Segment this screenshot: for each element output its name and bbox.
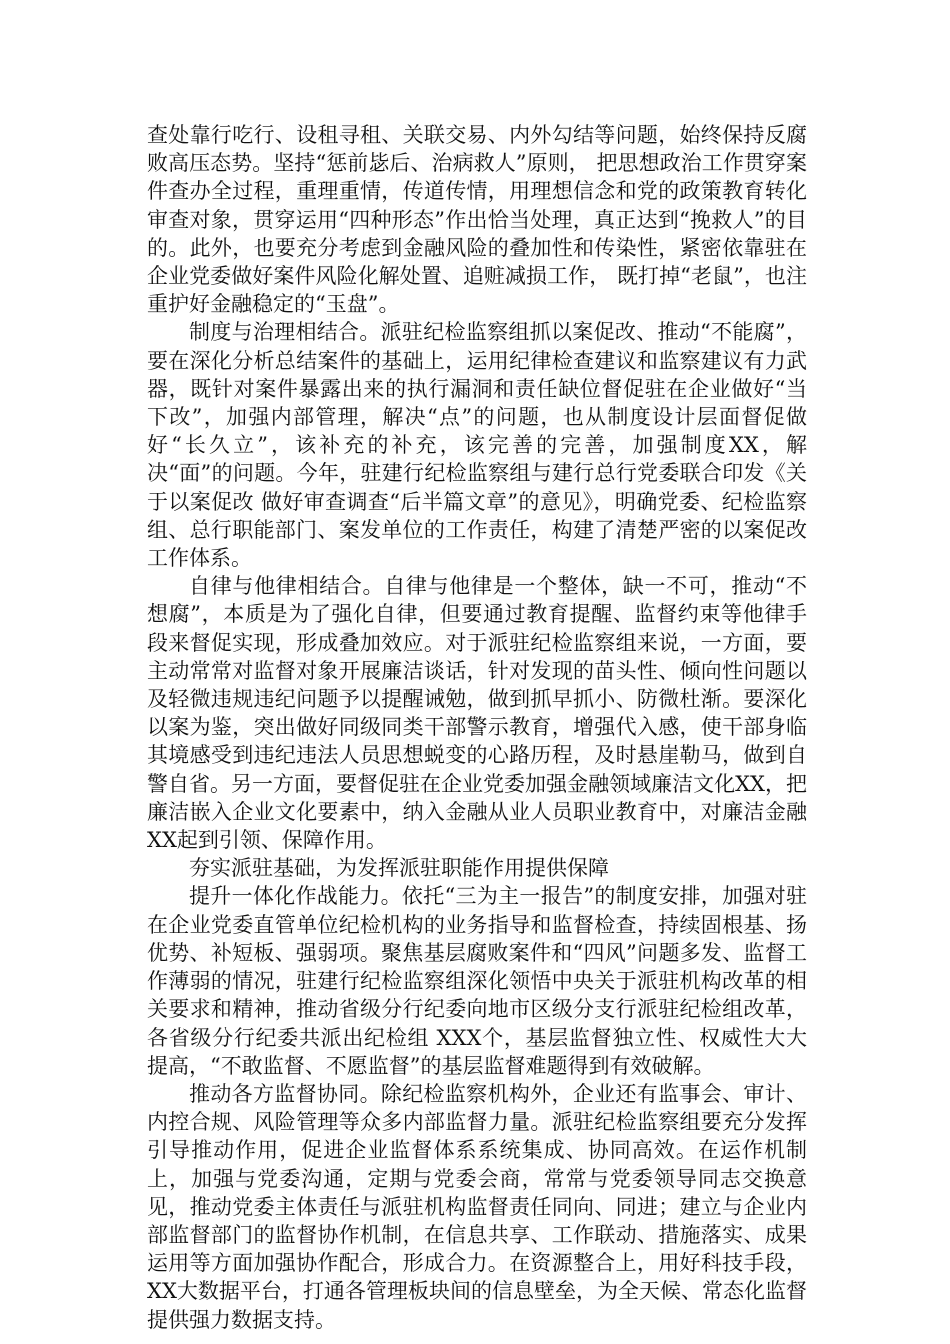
paragraph-system-and-governance: 制度与治理相结合。派驻纪检监察组抓以案促改、推动“不能腐”，要在深化分析总结案件的基础上，运用纪律检查建议和监察建议有力武器，既针对案件暴露出来的执行漏洞和责任缺位督促驻在企业做好“当下改”，加强内部管理，解决“点”的问题，也从制度设计层面督促做好“长久立”，该补充的补充，该完善的完善，加强制度XX，解决“面”的问题。今年，驻建行纪检监察组与建行总行党委联合印发《关于以案促改 做好审查调查“后半篇文章”的意见》，明确党委、纪检监察组、总行职能部门、案发单位的工作责任，构建了清楚严密的以案促改工作体系。 [147,320,807,571]
section-heading: 夯实派驻基础，为发挥派驻职能作用提供保障 [189,856,609,881]
paragraph-integrated-capability: 提升一体化作战能力。依托“三为主一报告”的制度安排，加强对驻在企业党委直管单位纪检机构的业务指导和监督检查，持续固根基、扬优势、补短板、强弱项。聚焦基层腐败案件和“四风”问题多发、监督工作薄弱的情况，驻建行纪检监察组深化领悟中央关于派驻机构改革的相关要求和精神，推动省级分行纪委向地市区级分支行派驻纪检组改革，各省级分行纪委共派出纪检组 XXX个，基层监督独立性、权威性大大提高，“不敢监督、不愿监督”的基层监督难题得到有效破解。 [147,884,807,1078]
paragraph-continued: 查处靠行吃行、设租寻租、关联交易、内外勾结等问题，始终保持反腐败高压态势。坚持“惩前毖后、治病救人”原则， 把思想政治工作贯穿案件查办全过程，重理重情，传道传情，用理想信念和党的政策教育转化审查对象，贯穿运用“四种形态”作出恰当处理，真正达到“挽救人”的目的。此外，也要充分考虑到金融风险的叠加性和传染性，紧密依靠驻在企业党委做好案件风险化解处置、追赃减损工作， 既打掉“老鼠”，也注重护好金融稳定的“玉盘”。 [147,123,807,317]
paragraph-supervision-coordination: 推动各方监督协同。除纪检监察机构外，企业还有监事会、审计、内控合规、风险管理等众多内部监督力量。派驻纪检监察组要充分发挥引导推动作用，促进企业监督体系系统集成、协同高效。在运作机制上，加强与党委沟通，定期与党委会商，常常与党委领导同志交换意见，推动党委主体责任与派驻机构监督责任同向、同进；建立与企业内部监督部门的监督协作机制，在信息共享、工作联动、措施落实、成果运用等方面加强协作配合，形成合力。在资源整合上，用好科技手段，XX大数据平台，打通各管理板块间的信息壁垒，为全天候、常态化监督提供强力数据支持。 [147,1081,807,1332]
paragraph-self-discipline: 自律与他律相结合。自律与他律是一个整体，缺一不可，推动“不想腐”，本质是为了强化自律，但要通过教育提醒、监督约束等他律手段来督促实现，形成叠加效应。对于派驻纪检监察组来说，一方面，要主动常常对监督对象开展廉洁谈话，针对发现的苗头性、倾向性问题以及轻微违规违纪问题予以提醒诫勉，做到抓早抓小、防微杜渐。要深化以案为鉴，突出做好同级同类干部警示教育，增强代入感，使干部身临其境感受到违纪违法人员思想蜕变的心路历程，及时悬崖勒马，做到自警自省。另一方面，要督促驻在企业党委加强金融领域廉洁文化XX，把廉洁嵌入企业文化要素中，纳入金融从业人员职业教育中，对廉洁金融XX起到引领、保障作用。 [147,574,807,853]
document-body [147,121,807,1334]
